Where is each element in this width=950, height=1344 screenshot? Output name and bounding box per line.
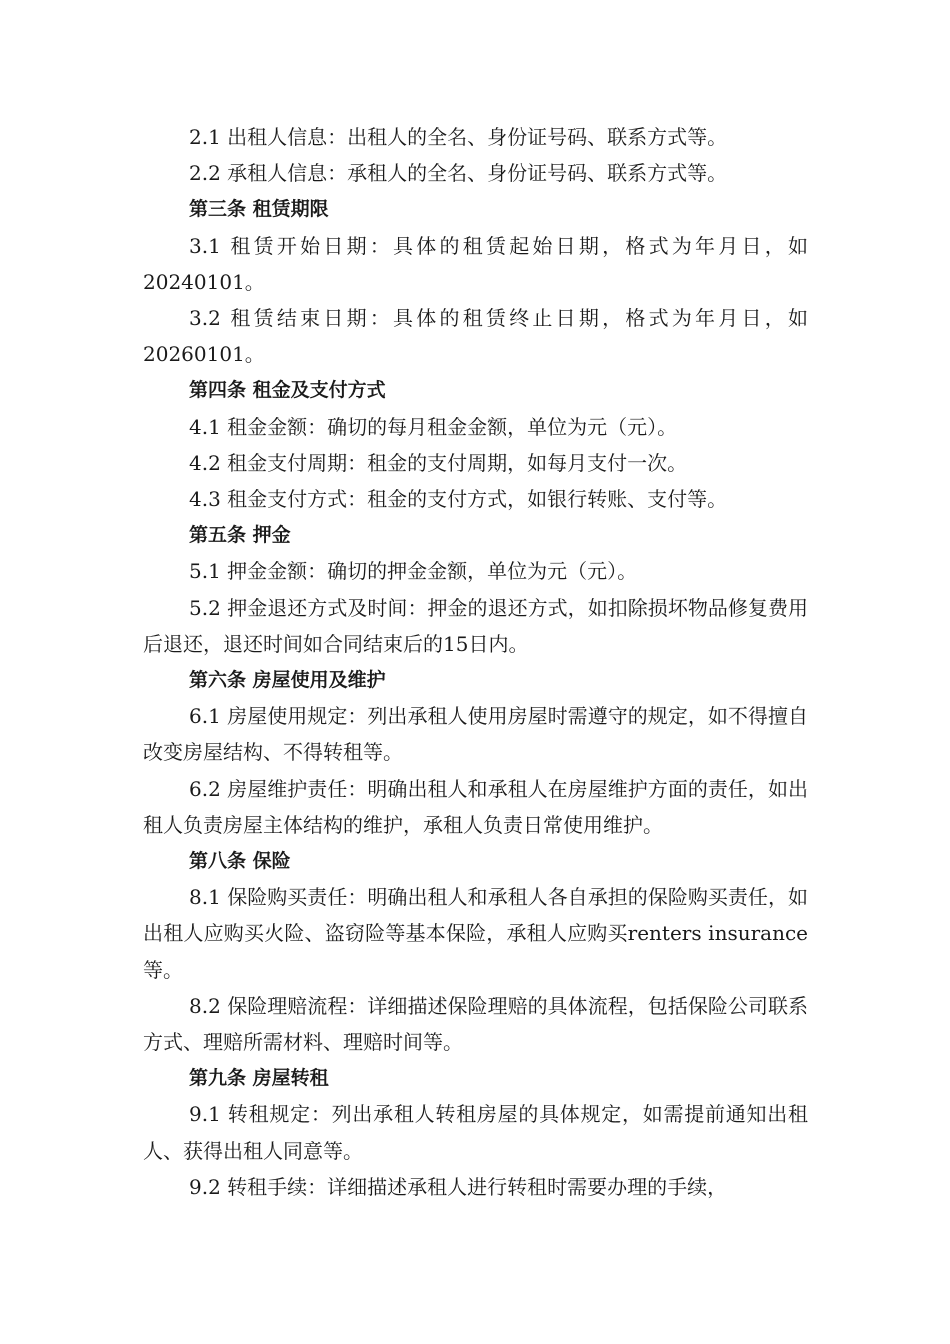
clause-4-1: 4.1 租金金额：确切的每月租金金额，单位为元（元）。 — [189, 414, 678, 439]
document-body — [143, 119, 808, 1205]
clause-6-1: 6.1 房屋使用规定：列出承租人使用房屋时需遵守的规定，如不得擅自改变房屋结构、不得转租等。 — [143, 704, 808, 765]
clause-8-2: 8.2 保险理赔流程：详细描述保险理赔的具体流程，包括保险公司联系方式、理赔所需材料、理赔时间等。 — [143, 993, 808, 1055]
clause-3-2: 3.2 租赁结束日期：具体的租赁终止日期，格式为年月日，如20260101。 — [143, 306, 808, 367]
article-6-heading: 第六条 房屋使用及维护 — [189, 669, 386, 692]
clause-3-1: 3.1 租赁开始日期：具体的租赁起始日期，格式为年月日，如20240101。 — [143, 233, 808, 294]
article-3-heading: 第三条 租赁期限 — [189, 198, 329, 221]
article-4-heading: 第四条 租金及支付方式 — [189, 379, 386, 402]
clause-8-1: 8.1 保险购买责任：明确出租人和承租人各自承担的保险购买责任，如出租人应购买火险、盗窃险等基本保险，承租人应购买renters insurance 等。 — [143, 885, 808, 982]
article-5-heading: 第五条 押金 — [189, 524, 291, 547]
clause-9-2: 9.2 转租手续：详细描述承租人进行转租时需要办理的手续， — [189, 1174, 728, 1199]
clause-5-2: 5.2 押金退还方式及时间：押金的退还方式，如扣除损坏物品修复费用后退还，退还时间如合同结束后的15日内。 — [143, 595, 808, 656]
clause-5-1: 5.1 押金金额：确切的押金金额，单位为元（元）。 — [189, 559, 638, 584]
clause-6-2: 6.2 房屋维护责任：明确出租人和承租人在房屋维护方面的责任，如出租人负责房屋主体结构的维护，承租人负责日常使用维护。 — [143, 776, 808, 837]
article-9-heading: 第九条 房屋转租 — [189, 1067, 329, 1090]
clause-4-2: 4.2 租金支付周期：租金的支付周期，如每月支付一次。 — [189, 450, 688, 475]
clause-9-1: 9.1 转租规定：列出承租人转租房屋的具体规定，如需提前通知出租人、获得出租人同意等。 — [143, 1102, 808, 1163]
article-8-heading: 第八条 保险 — [189, 850, 291, 873]
clause-2-1: 2.1 出租人信息：出租人的全名、身份证号码、联系方式等。 — [189, 125, 728, 149]
clause-2-2: 2.2 承租人信息：承租人的全名、身份证号码、联系方式等。 — [189, 161, 728, 186]
clause-4-3: 4.3 租金支付方式：租金的支付方式，如银行转账、支付等。 — [189, 487, 728, 512]
